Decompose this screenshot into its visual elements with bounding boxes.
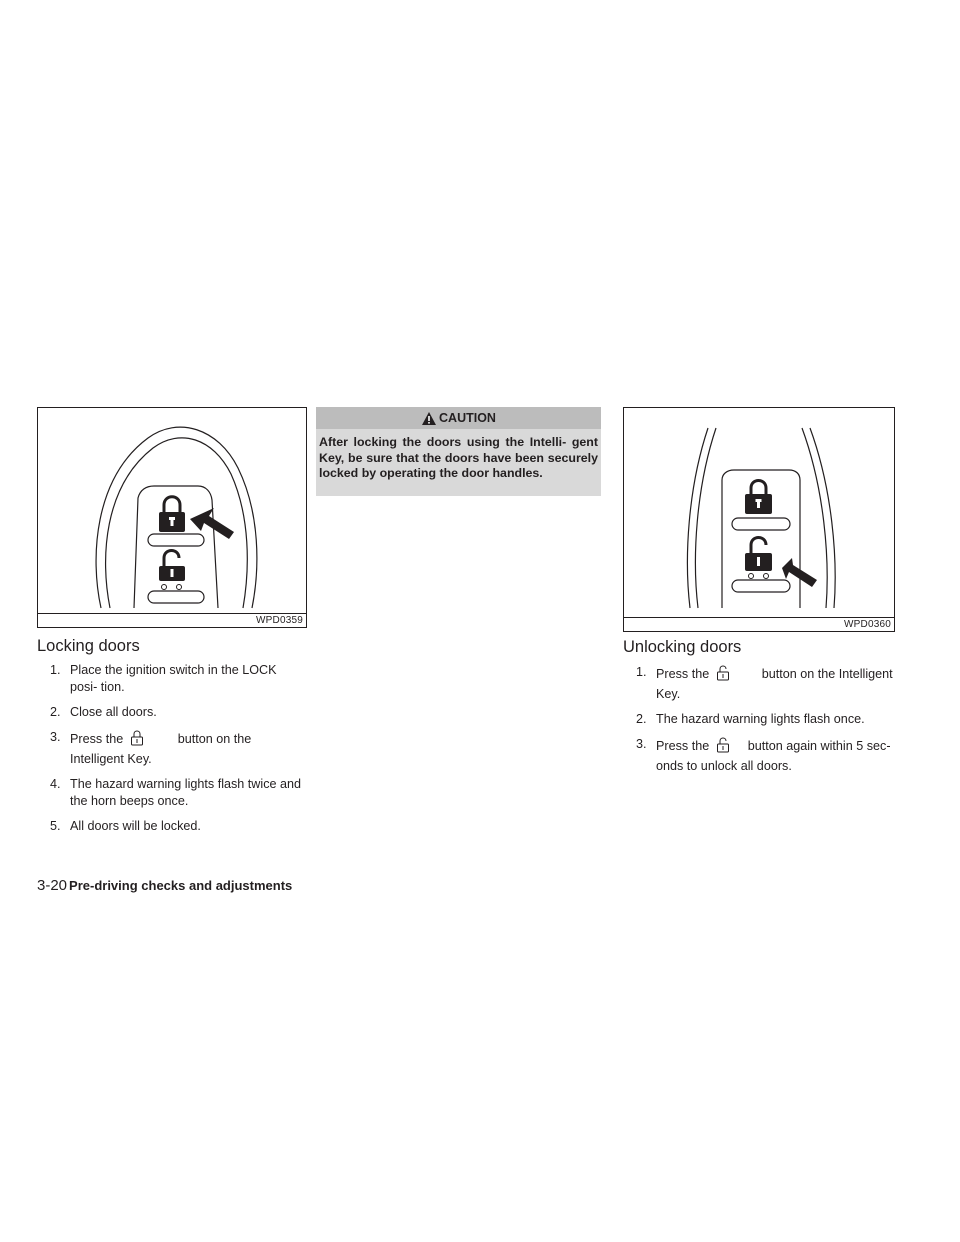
page-number: 3-20 (37, 877, 68, 894)
caution-text: After locking the doors using the Intelli- gent Key, be sure that the doors have been securely locked by operating the door handles. (319, 435, 598, 480)
lock-icon (129, 729, 145, 751)
list-item: 2. The hazard warning lights flash once. (636, 712, 865, 726)
key-fob-lock-illustration (38, 408, 308, 629)
unlock-icon (745, 538, 772, 579)
caution-header (316, 407, 601, 429)
list-item: 4. The hazard warning lights flash twice and the horn beeps once. (50, 777, 302, 808)
warning-triangle-icon (421, 411, 437, 433)
list-item: 2. Close all doors. (50, 705, 157, 719)
list-item: 3. Press the button on the Intelligent Key. (50, 730, 252, 766)
caution-box (316, 407, 601, 496)
caution-title: CAUTION (439, 411, 496, 425)
unlock-icon (159, 551, 185, 590)
heading-unlocking-doors: Unlocking doors (623, 638, 742, 656)
list-item: 3. Press the button again within 5 sec- onds to unlock all doors. (636, 737, 891, 773)
heading-locking-doors: Locking doors (37, 637, 140, 655)
locking-steps (37, 662, 307, 843)
figure-code: WPD0359 (256, 615, 303, 626)
unlocking-steps (623, 664, 895, 783)
figure-unlocking-key (623, 407, 895, 632)
figure-code: WPD0360 (844, 619, 891, 630)
list-item: 1. Place the ignition switch in the LOCK posi- tion. (50, 663, 277, 694)
list-item: 1. Press the button on the Intelligent Key. (636, 665, 893, 701)
list-item: 5. All doors will be locked. (50, 819, 201, 833)
key-fob-unlock-illustration (624, 408, 896, 633)
page-footer (37, 877, 292, 895)
figure-locking-key (37, 407, 307, 628)
unlock-icon (715, 664, 731, 686)
unlock-icon (715, 736, 731, 758)
lock-icon (159, 497, 185, 532)
lock-icon (745, 481, 772, 515)
chapter-title: Pre-driving checks and adjustments (69, 878, 293, 893)
